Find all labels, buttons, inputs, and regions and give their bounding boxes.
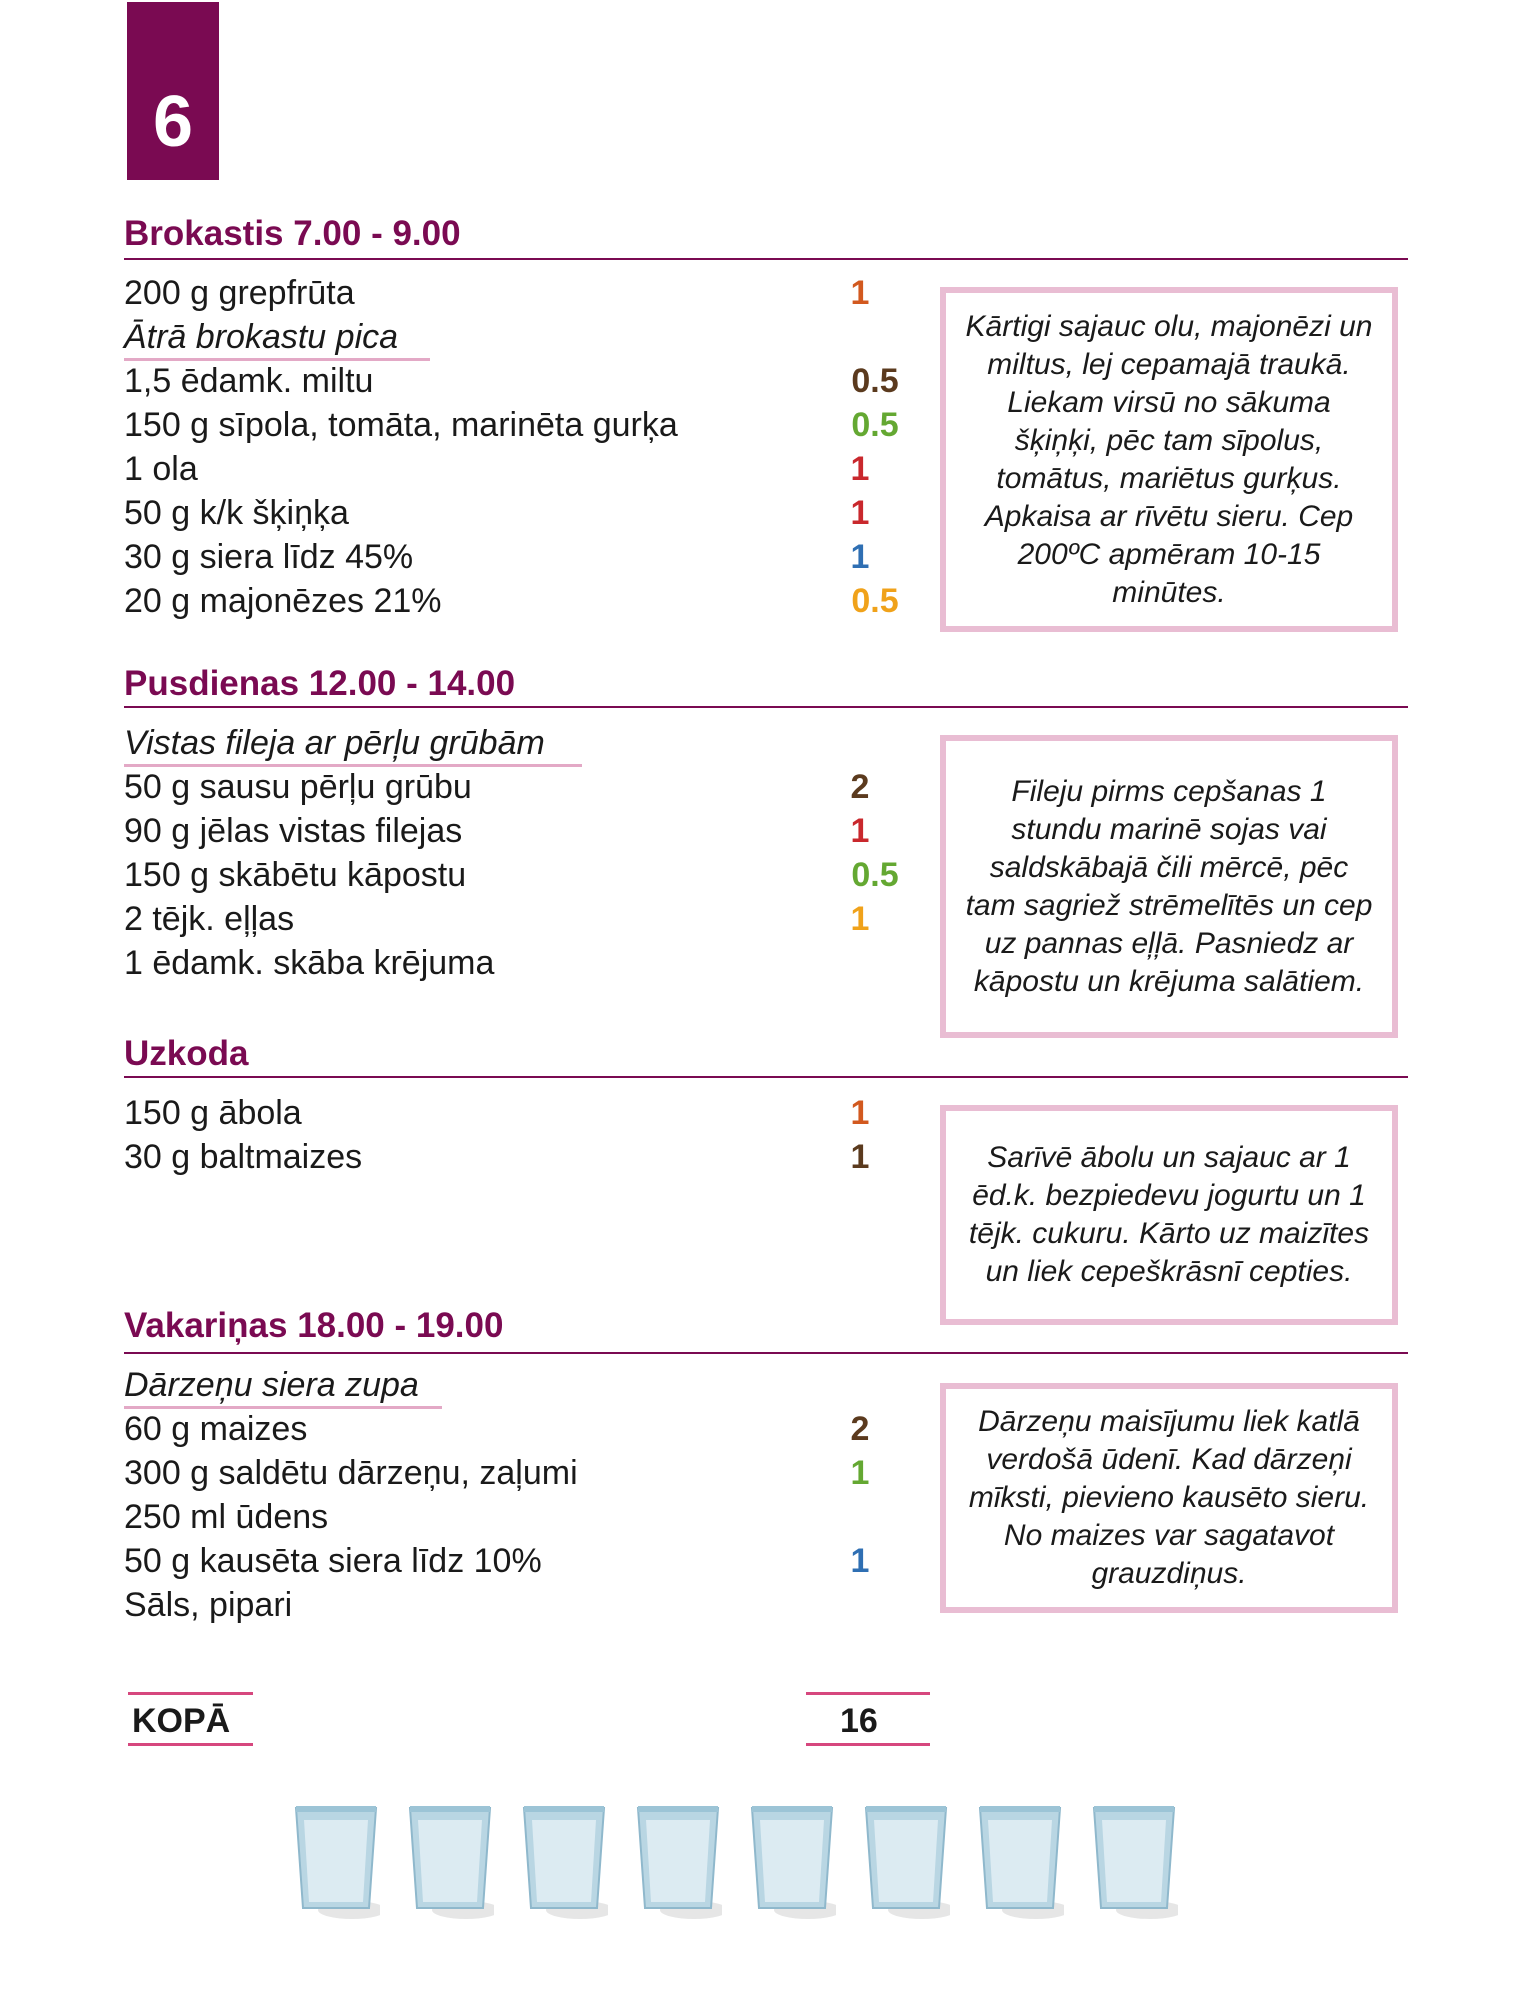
ingredient-line: 200 g grepfrūta: [124, 274, 355, 312]
water-glass-icon: [748, 1802, 836, 1922]
recipe-note-box: [940, 1383, 1398, 1613]
recipe-note-box: [940, 735, 1398, 1038]
ingredient-line: Sāls, pipari: [124, 1586, 293, 1624]
ingredient-line: 30 g baltmaizes: [124, 1138, 363, 1176]
recipe-title: Dārzeņu siera zupa: [124, 1366, 419, 1404]
ingredient-line: 300 g saldētu dārzeņu, zaļumi: [124, 1454, 578, 1492]
water-glass-icon: [292, 1802, 380, 1922]
total-value: 16: [840, 1702, 878, 1740]
ingredient-line: 50 g k/k šķiņķa: [124, 494, 349, 532]
section-title-lunch: Pusdienas 12.00 - 14.00: [124, 664, 516, 703]
day-tab: [127, 2, 219, 180]
ingredient-line: 20 g majonēzes 21%: [124, 582, 442, 620]
water-glass-icon: [1090, 1802, 1178, 1922]
ingredient-line: 60 g maizes: [124, 1410, 308, 1448]
water-glass-icon: [406, 1802, 494, 1922]
ingredient-line: 50 g kausēta siera līdz 10%: [124, 1542, 542, 1580]
ingredient-line: 150 g skābētu kāpostu: [124, 856, 467, 894]
section-divider: [124, 1352, 1408, 1354]
ingredient-line: 1,5 ēdamk. miltu: [124, 362, 374, 400]
recipe-note-text: Fileju pirms cepšanas 1 stundu marinē sojas vai saldskābajā čili mērcē, pēc tam sagriež strēmelītēs un cep uz pannas eļļā. Pasniedz ar kāpostu un krējuma salātiem.: [965, 774, 1373, 998]
section-title-dinner: Vakariņas 18.00 - 19.00: [124, 1306, 504, 1345]
section-title-breakfast: Brokastis 7.00 - 9.00: [124, 214, 461, 253]
day-number: 6: [152, 82, 194, 162]
ingredient-line: 30 g siera līdz 45%: [124, 538, 414, 576]
water-glass-icon: [634, 1802, 722, 1922]
water-glass-icon: [862, 1802, 950, 1922]
section-title-snack: Uzkoda: [124, 1034, 249, 1073]
section-divider: [124, 258, 1408, 260]
ingredient-line: 1 ola: [124, 450, 198, 488]
recipe-note-box: [940, 1105, 1398, 1325]
total-value-bottom-line: [806, 1743, 930, 1746]
total-value-top-line: [806, 1692, 930, 1695]
recipe-note-box: [940, 287, 1398, 632]
total-label-bottom-line: [128, 1743, 253, 1746]
ingredient-line: 1 ēdamk. skāba krējuma: [124, 944, 495, 982]
ingredient-line: 150 g sīpola, tomāta, marinēta gurķa: [124, 406, 678, 444]
ingredient-line: 250 ml ūdens: [124, 1498, 329, 1536]
recipe-note-text: Sarīvē ābolu un sajauc ar 1 ēd.k. bezpiedevu jogurtu un 1 tējk. cukuru. Kārto uz maizītes un liek cepeškrāsnī cepties.: [968, 1141, 1370, 1288]
ingredient-line: 90 g jēlas vistas filejas: [124, 812, 463, 850]
ingredient-line: 50 g sausu pērļu grūbu: [124, 768, 472, 806]
section-divider: [124, 706, 1408, 708]
section-divider: [124, 1076, 1408, 1078]
total-label: KOPĀ: [132, 1702, 231, 1740]
ingredient-line: 150 g ābola: [124, 1094, 302, 1132]
recipe-note-text: Kārtigi sajauc olu, majonēzi un miltus, lej cepamajā traukā. Liekam virsū no sākuma šķiņķi, pēc tam sīpolus, tomātus, mariētus gurķus. Apkaisa ar rīvētu sieru. Cep 200ºC apmēram 10-15 minūtes.: [965, 309, 1373, 609]
water-glass-icon: [520, 1802, 608, 1922]
recipe-title: Vistas fileja ar pērļu grūbām: [124, 724, 545, 762]
ingredient-line: 2 tējk. eļļas: [124, 900, 295, 938]
recipe-note-text: Dārzeņu maisījumu liek katlā verdošā ūdenī. Kad dārzeņi mīksti, pievieno kausēto sieru. No maizes var sagatavot grauzdiņus.: [968, 1405, 1370, 1590]
recipe-title: Ātrā brokastu pica: [124, 318, 399, 356]
water-glass-icon: [976, 1802, 1064, 1922]
total-label-top-line: [128, 1692, 253, 1695]
